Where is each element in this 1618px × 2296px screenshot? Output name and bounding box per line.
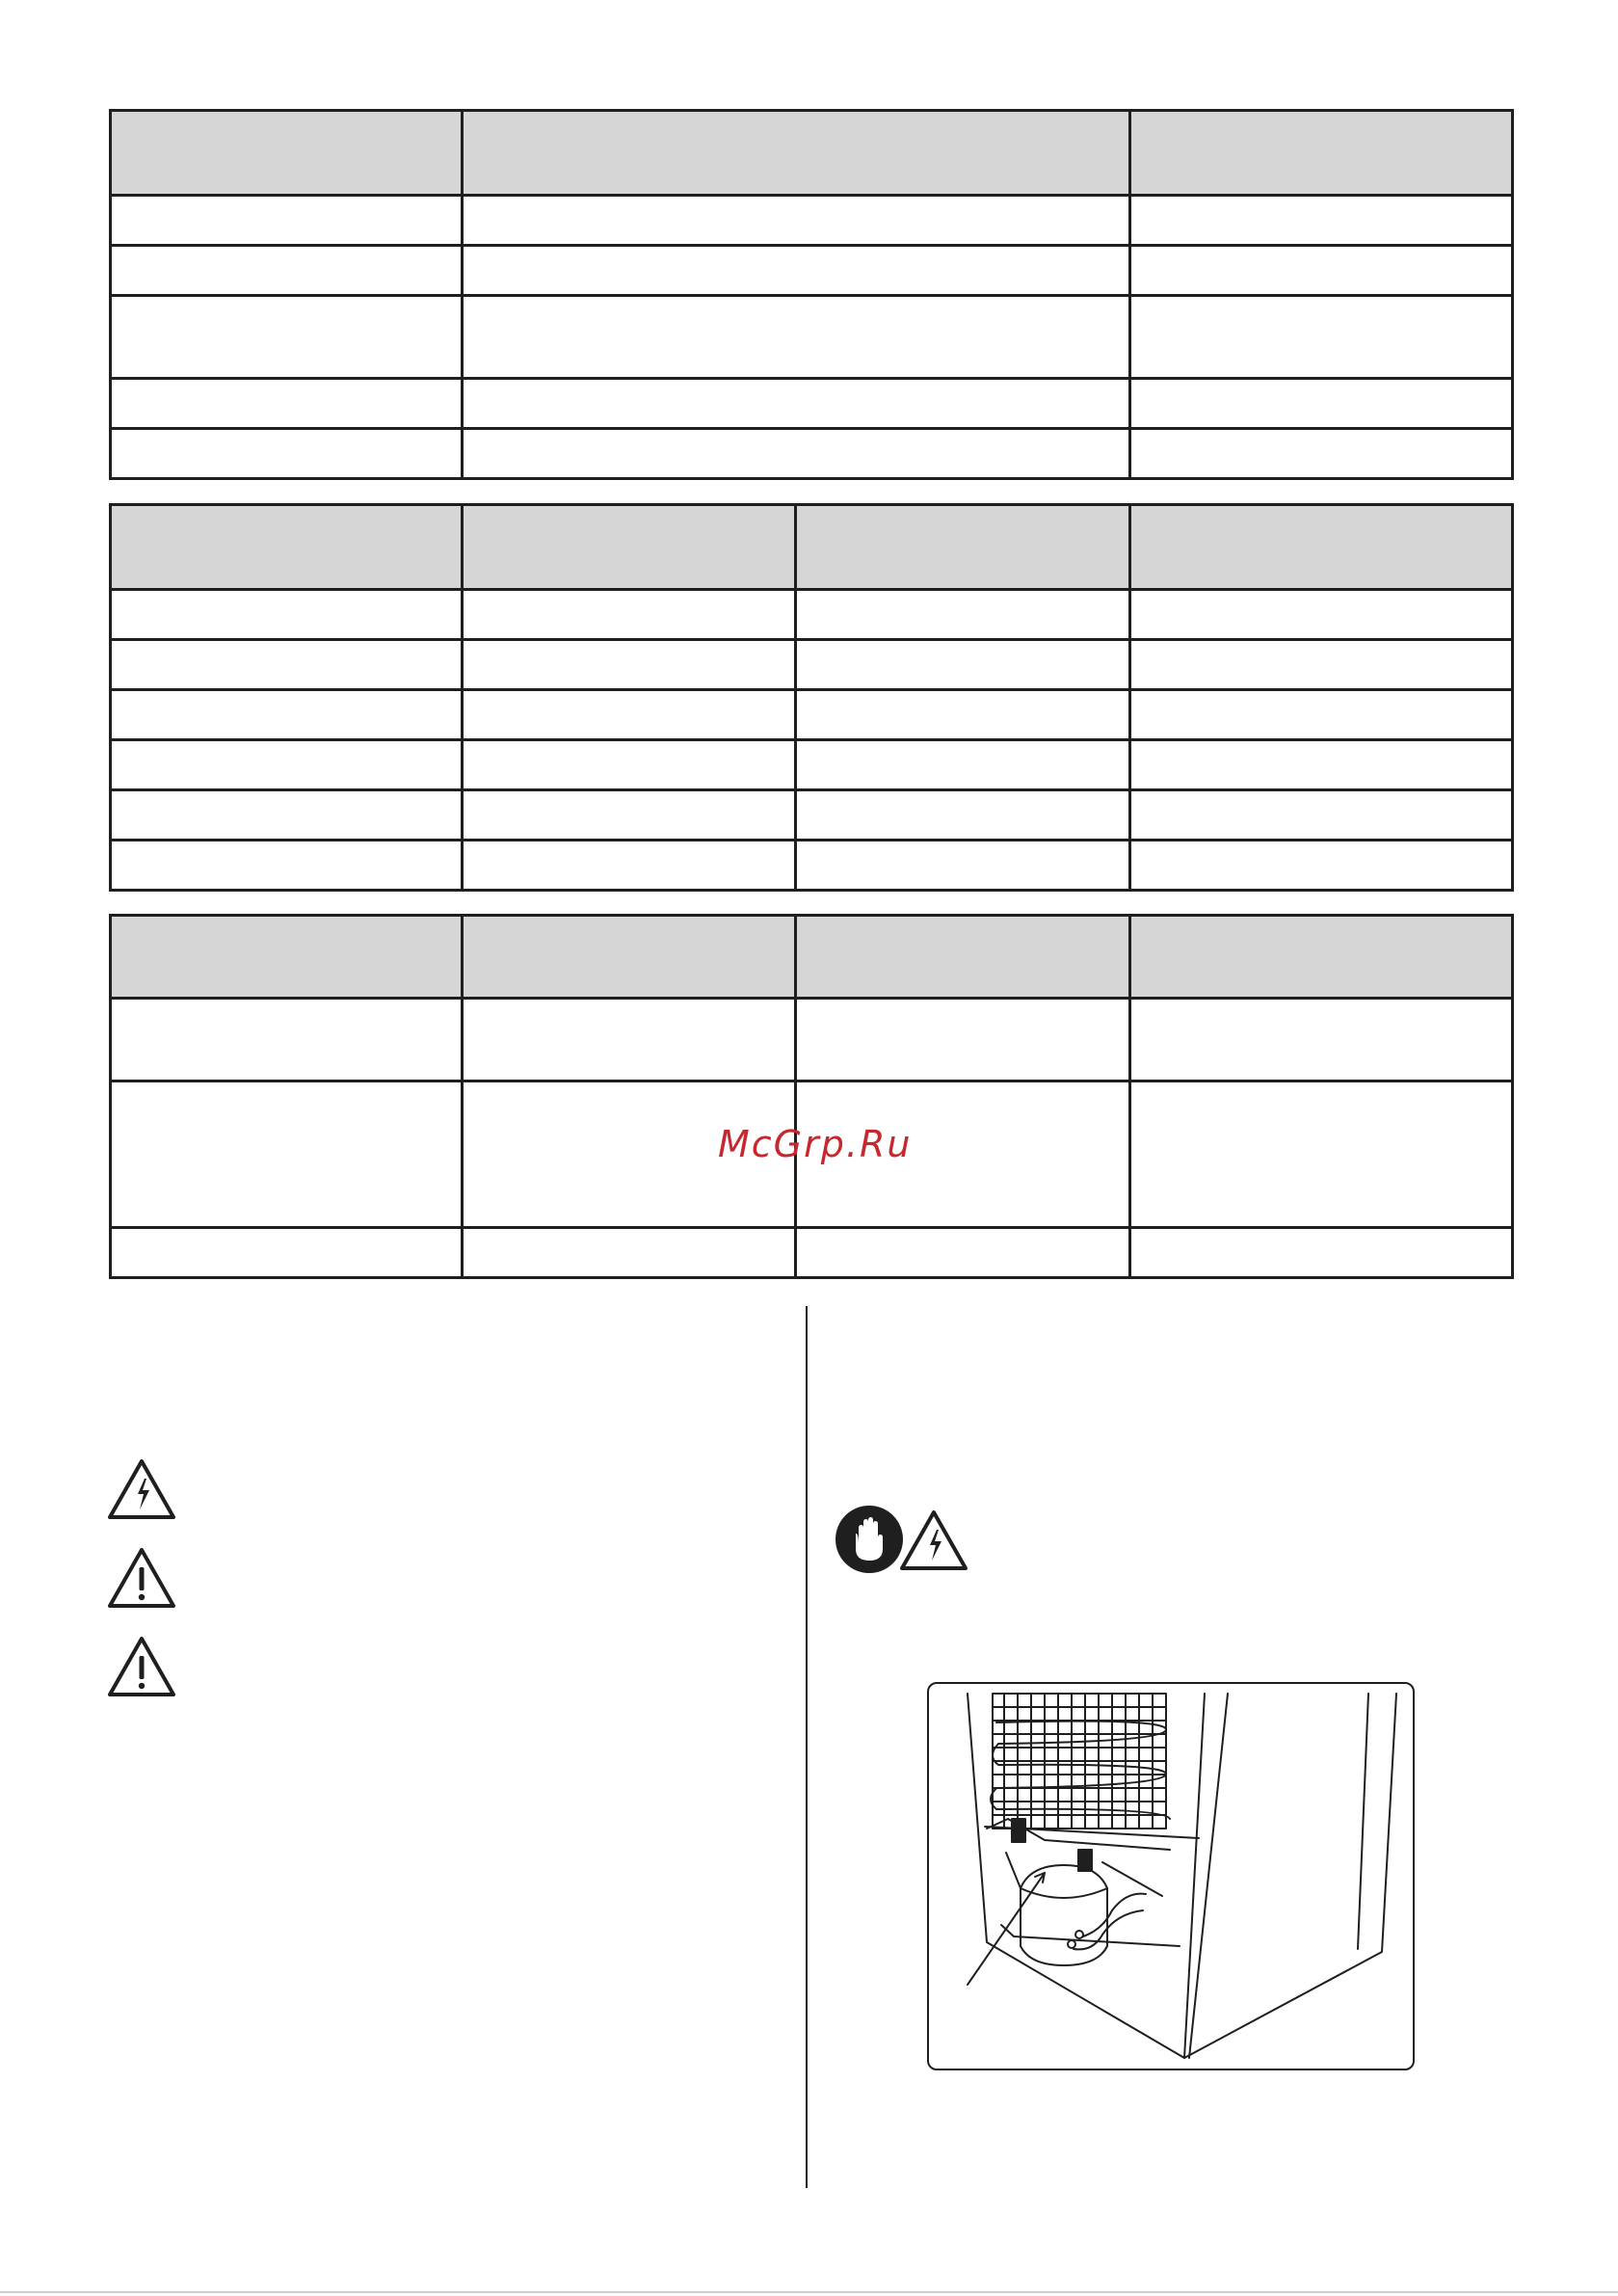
table-cell: [463, 790, 796, 841]
table-row: [111, 740, 1513, 790]
table-row: [111, 841, 1513, 891]
table-cell: [1130, 1228, 1513, 1278]
table-cell: [796, 916, 1130, 999]
table-header-row: [111, 111, 1513, 196]
warning-icon: [106, 1635, 177, 1698]
table-cell: [1130, 111, 1513, 196]
table-cell: [111, 916, 463, 999]
table-cell: [1130, 740, 1513, 790]
table-cell: [463, 1228, 796, 1278]
table-cell: [1130, 429, 1513, 479]
watermark: McGrp.Ru: [718, 1123, 913, 1165]
table-cell: [111, 296, 463, 379]
stop-hand-icon: [835, 1505, 904, 1574]
table-cell: [111, 505, 463, 590]
table-cell: [1130, 841, 1513, 891]
table-cell: [111, 1081, 463, 1228]
spec-table-3: [109, 914, 1514, 1279]
electric-hazard-icon: [898, 1508, 969, 1572]
table-cell: [796, 590, 1130, 640]
table-cell: [463, 505, 796, 590]
table-cell: [1130, 296, 1513, 379]
table-row: [111, 379, 1513, 429]
table-row: [111, 590, 1513, 640]
compressor-drawing: [929, 1684, 1413, 2069]
table-cell: [111, 640, 463, 690]
table-cell: [796, 1228, 1130, 1278]
spec-table-2: [109, 503, 1514, 892]
electric-hazard-icon: [106, 1457, 177, 1521]
table-cell: [1130, 379, 1513, 429]
table-cell: [796, 505, 1130, 590]
table-cell: [1130, 999, 1513, 1081]
table-cell: [463, 196, 1130, 246]
table-cell: [463, 999, 796, 1081]
table-cell: [463, 640, 796, 690]
table-cell: [1130, 590, 1513, 640]
table-cell: [796, 999, 1130, 1081]
table-cell: [1130, 690, 1513, 740]
table-cell: [463, 246, 1130, 296]
table-cell: [463, 690, 796, 740]
table-cell: [111, 1228, 463, 1278]
table-cell: [111, 999, 463, 1081]
table-cell: [1130, 246, 1513, 296]
table-cell: [796, 841, 1130, 891]
table-cell: [111, 429, 463, 479]
table-cell: [463, 429, 1130, 479]
table-cell: [796, 640, 1130, 690]
table-row: [111, 790, 1513, 841]
table-cell: [1130, 640, 1513, 690]
table-row: [111, 196, 1513, 246]
table-row: [111, 246, 1513, 296]
table-cell: [463, 916, 796, 999]
table-cell: [796, 690, 1130, 740]
table-cell: [463, 296, 1130, 379]
column-divider: [806, 1306, 808, 2188]
table-cell: [111, 196, 463, 246]
table-cell: [463, 111, 1130, 196]
table-cell: [796, 740, 1130, 790]
table-cell: [111, 379, 463, 429]
table-cell: [111, 740, 463, 790]
table-cell: [463, 841, 796, 891]
table-cell: [463, 740, 796, 790]
table-cell: [111, 246, 463, 296]
table-cell: [1130, 1081, 1513, 1228]
table-cell: [463, 379, 1130, 429]
table-cell: [111, 111, 463, 196]
warning-icon: [106, 1546, 177, 1610]
table-row: [111, 429, 1513, 479]
table-row: [111, 640, 1513, 690]
table-cell: [111, 841, 463, 891]
table-row: [111, 690, 1513, 740]
table-cell: [111, 790, 463, 841]
table-row: [111, 1228, 1513, 1278]
refrigerator-rear-illustration: [927, 1682, 1415, 2070]
table-cell: [796, 790, 1130, 841]
table-cell: [1130, 790, 1513, 841]
table-cell: [111, 590, 463, 640]
table-row: [111, 296, 1513, 379]
table-cell: [463, 590, 796, 640]
page-bottom-rule: [0, 2291, 1618, 2293]
table-cell: [1130, 505, 1513, 590]
table-row: [111, 999, 1513, 1081]
table-cell: [111, 690, 463, 740]
table-header-row: [111, 916, 1513, 999]
table-cell: [1130, 196, 1513, 246]
spec-table-1: [109, 109, 1514, 480]
table-header-row: [111, 505, 1513, 590]
table-cell: [1130, 916, 1513, 999]
